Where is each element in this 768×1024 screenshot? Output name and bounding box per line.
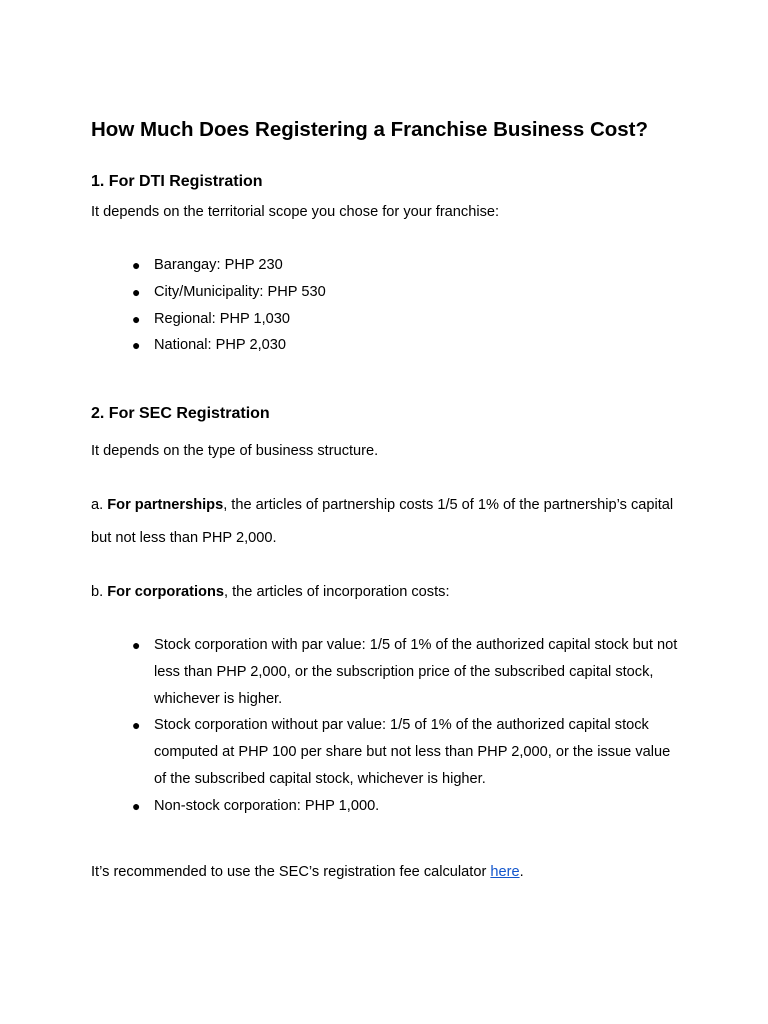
- list-item: ● Stock corporation without par value: 1/5 of 1% of the authorized capital stock computed at PHP 100 per share but not less than PHP 2,000, or the issue value of the subscribed capital stock, whichever is higher.: [91, 712, 684, 792]
- list-item: ● Regional: PHP 1,030: [91, 306, 691, 333]
- fee-calculator-link[interactable]: here: [490, 864, 520, 880]
- dti-intro: It depends on the territorial scope you chose for your franchise:: [91, 204, 500, 220]
- bullet-icon: ●: [132, 310, 141, 327]
- bullet-icon: ●: [132, 717, 141, 734]
- partnerships-paragraph: a. For partnerships, the articles of partnership costs 1/5 of 1% of the partnership’s capital but not less than PHP 2,000.: [91, 497, 674, 546]
- list-item: ● Non-stock corporation: PHP 1,000.: [91, 793, 684, 820]
- sec-heading: 2. For SEC Registration: [91, 405, 270, 422]
- sec-intro: It depends on the type of business structure.: [91, 443, 379, 459]
- bullet-icon: ●: [132, 337, 141, 354]
- corporations-label: For corporations: [107, 584, 224, 600]
- bullet-icon: ●: [132, 257, 141, 273]
- list-item: ● Barangay: PHP 230: [91, 252, 691, 279]
- dti-heading: 1. For DTI Registration: [91, 173, 263, 190]
- bullet-icon: ●: [132, 637, 141, 653]
- page-title: How Much Does Registering a Franchise Business Cost?: [91, 118, 649, 141]
- corporation-fee-list: [91, 632, 691, 820]
- list-item: ● National: PHP 2,030: [91, 332, 691, 359]
- dti-fee-list: [91, 252, 691, 359]
- recommendation-paragraph: It’s recommended to use the SEC’s registration fee calculator here.: [91, 864, 524, 880]
- list-item: ● Stock corporation with par value: 1/5 of 1% of the authorized capital stock but not less than PHP 2,000, or the subscription price of the subscribed capital stock, whichever is higher.: [91, 632, 684, 712]
- list-item: ● City/Municipality: PHP 530: [91, 279, 691, 306]
- corporations-paragraph: b. For corporations, the articles of incorporation costs:: [91, 584, 450, 600]
- partnerships-label: For partnerships: [107, 497, 224, 513]
- bullet-icon: ●: [132, 283, 141, 300]
- bullet-icon: ●: [132, 797, 141, 814]
